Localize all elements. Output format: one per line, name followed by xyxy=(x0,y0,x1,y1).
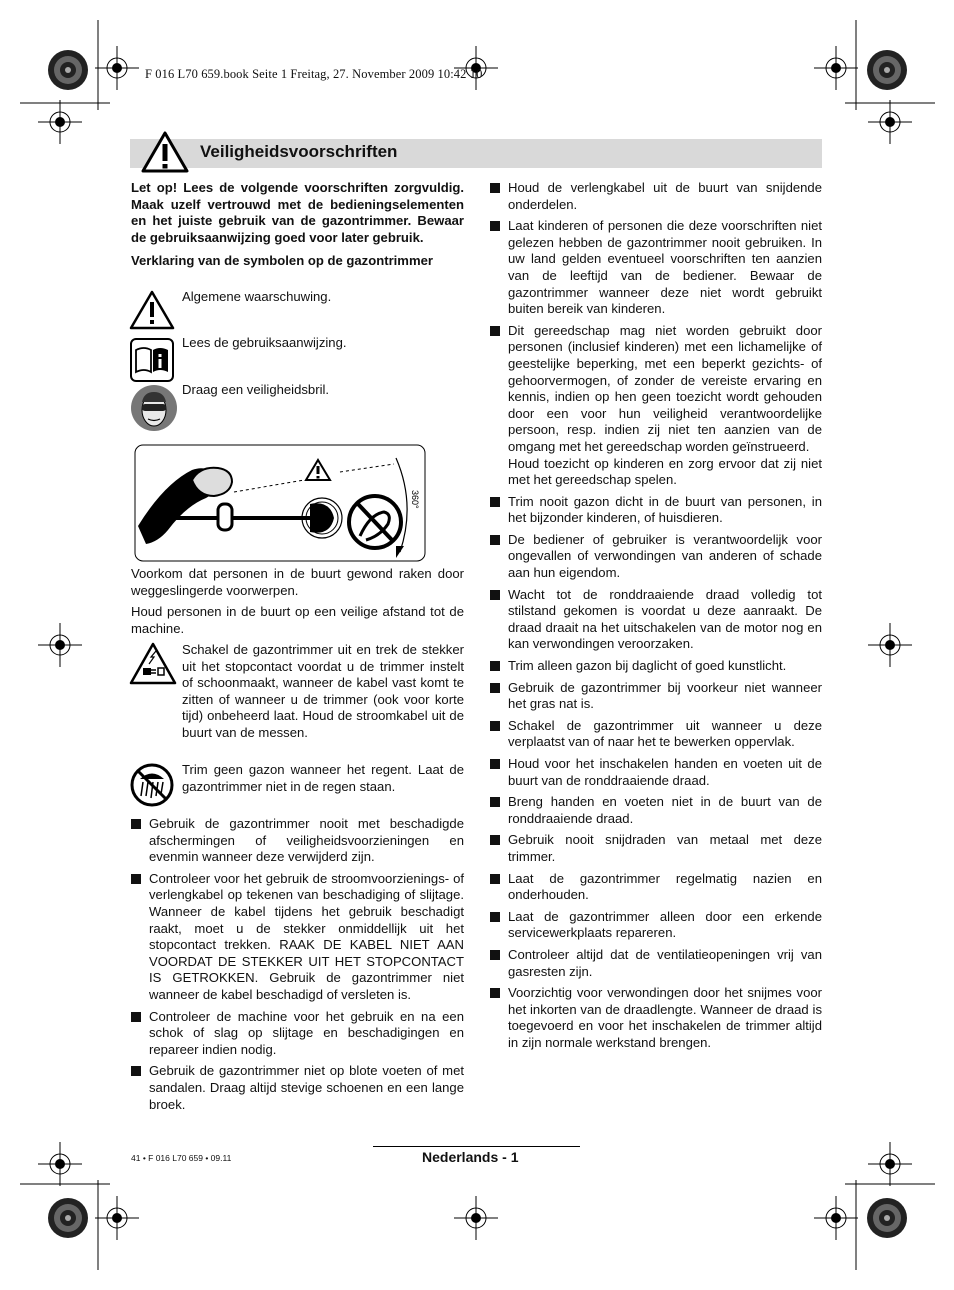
list-item: Laat de gazontrimmer alleen door een erkende servicewerkplaats repareren. xyxy=(490,909,822,942)
footer-code: 41 • F 016 L70 659 • 09.11 xyxy=(131,1153,232,1163)
footer-divider xyxy=(373,1146,580,1147)
safety-goggles-icon xyxy=(130,384,178,432)
left-bullet-list xyxy=(131,816,464,1113)
safety-goggles-text: Draag een veiligheidsbril. xyxy=(182,382,330,397)
bullet-square-icon xyxy=(490,661,500,671)
list-item: De bediener of gebruiker is verantwoordelijk voor ongevallen of verwondingen van anderen of schade aan hun eigendom. xyxy=(490,532,822,582)
unplug-warning-text: Schakel de gazontrimmer uit en trek de stekker uit het stopcontact voordat u de trimmer instelt of schoonmaakt, wanneer de kabel vast komt te zitten of wanneer u de trimmer (ook voor korte tijd) onbeheerd laat. Houd de stroomkabel uit de buurt van de messen. xyxy=(182,642,464,740)
paragraph-thrown-objects: Voorkom dat personen in de buurt gewond raken door weggeslingerde voorwerpen. xyxy=(131,566,464,598)
page-number: Nederlands - 1 xyxy=(422,1149,519,1165)
bullet-square-icon xyxy=(490,835,500,845)
no-rain-icon xyxy=(129,762,175,808)
page-title: Veiligheidsvoorschriften xyxy=(200,142,398,161)
bullet-square-icon xyxy=(490,874,500,884)
list-item: Controleer altijd dat de ventilatieopeningen vrij van gasresten zijn. xyxy=(490,947,822,980)
list-item: Wacht tot de ronddraaiende draad volledig tot stilstand gekomen is voordat u deze aanraakt. De draad draait na het uitschakelen van de motor nog en kan verwondingen veroorzaken. xyxy=(490,587,822,653)
general-warning-text: Algemene waarschuwing. xyxy=(182,289,332,304)
bullet-square-icon xyxy=(490,590,500,600)
bullet-square-icon xyxy=(131,1012,141,1022)
no-rain-text: Trim geen gazon wanneer het regent. Laat de gazontrimmer niet in de regen staan. xyxy=(182,762,464,794)
bullet-square-icon xyxy=(490,759,500,769)
list-item: Breng handen en voeten niet in de buurt van de ronddraaiende draad. xyxy=(490,794,822,827)
print-header-line: F 016 L70 659.book Seite 1 Freitag, 27. November 2009 10:42 10 xyxy=(145,67,483,81)
general-warning-icon xyxy=(129,290,175,330)
unplug-warning-icon xyxy=(129,642,177,686)
list-item: Houd voor het inschakelen handen en voeten uit de buurt van de ronddraaiende draad. xyxy=(490,756,822,789)
paragraph-safe-distance: Houd personen in de buurt op een veilige afstand tot de machine. xyxy=(131,604,464,636)
bullet-square-icon xyxy=(490,988,500,998)
trimmer-operating-diagram xyxy=(134,444,426,562)
list-item: Dit gereedschap mag niet worden gebruikt door personen (inclusief kinderen) met een lichamelijke of geestelijke beperking, met een beperkt gezichts- of gehoorvermogen, of zonder de vereiste ervaring en kennis, indien op hen geen toezicht wordt gehouden door een voor hun veiligheid verantwoordelijke persoon, resp. indien zij niet ten aanzien van de omgang met het gereedschap worden geïnstrueerd. Houd toezicht op kinderen en zorg ervoor dat zij niet met het gereedschap spelen. xyxy=(490,323,822,489)
bullet-square-icon xyxy=(490,721,500,731)
list-item: Houd de verlengkabel uit de buurt van snijdende onderdelen. xyxy=(490,180,822,213)
bullet-square-icon xyxy=(490,912,500,922)
list-item: Gebruik nooit snijdraden van metaal met deze trimmer. xyxy=(490,832,822,865)
symbols-heading: Verklaring van de symbolen op de gazontrimmer xyxy=(131,253,433,269)
rotation-angle-label: 360° xyxy=(410,490,420,509)
list-item: Voorzichtig voor verwondingen door het snijmes voor het inkorten van de draadlengte. Wanneer de draad is toegevoerd en voor het inschakelen de trimmer altijd in zijn normale werkstand brengen. xyxy=(490,985,822,1051)
list-item: Gebruik de gazontrimmer niet op blote voeten of met sandalen. Draag altijd stevige schoenen en een lange broek. xyxy=(131,1063,464,1113)
list-item: Controleer voor het gebruik de stroomvoorzienings- of verlengkabel op tekenen van beschadiging of slijtage. Wanneer de kabel tijdens het gebruik beschadigt raakt, moet u de stekker onmiddellijk uit het stopcontact trekken. RAAK DE KABEL NIET AAN VOORDAT DE STEKKER UIT HET STOPCONTACT IS GETROKKEN. Gebruik de gazontrimmer niet wanneer de kabel beschadigd of versleten is. xyxy=(131,871,464,1004)
list-item: Trim nooit gazon dicht in de buurt van personen, in het bijzonder kinderen, of huisdieren. xyxy=(490,494,822,527)
list-item: Gebruik de gazontrimmer bij voorkeur niet wanneer het gras nat is. xyxy=(490,680,822,713)
list-item: Controleer de machine voor het gebruik en na een schok of slag op slijtage en beschadigingen en repareer indien nodig. xyxy=(131,1009,464,1059)
bullet-square-icon xyxy=(131,819,141,829)
list-item: Laat de gazontrimmer regelmatig nazien en onderhouden. xyxy=(490,871,822,904)
bullet-square-icon xyxy=(490,683,500,693)
bullet-square-icon xyxy=(131,1066,141,1076)
children-supervision-text: Houd toezicht op kinderen en zorg ervoor dat zij niet met het gereedschap spelen. xyxy=(508,455,822,488)
right-bullet-list xyxy=(490,180,822,1052)
read-manual-text: Lees de gebruiksaanwijzing. xyxy=(182,335,347,350)
bullet-square-icon xyxy=(490,221,500,231)
list-item: Laat kinderen of personen die deze voorschriften niet gelezen hebben de gazontrimmer nooit gebruiken. In uw land gelden eventueel voorschriften ten aanzien van de leeftijd van de bediener. Bewaar de gazontrimmer wanneer deze niet wordt gebruikt buiten bereik van kinderen. xyxy=(490,218,822,318)
list-item: Gebruik de gazontrimmer nooit met beschadigde afschermingen of veiligheidsvoorzieningen en evenmin wanneer deze verwijderd zijn. xyxy=(131,816,464,866)
bullet-square-icon xyxy=(490,326,500,336)
list-item: Schakel de gazontrimmer uit wanneer u deze verplaatst van of naar het te bewerken oppervlak. xyxy=(490,718,822,751)
list-item: Trim alleen gazon bij daglicht of goed kunstlicht. xyxy=(490,658,822,675)
bullet-square-icon xyxy=(131,874,141,884)
warning-triangle-icon xyxy=(140,130,190,174)
bullet-square-icon xyxy=(490,497,500,507)
intro-text: Let op! Lees de volgende voorschriften zorgvuldig. Maak uzelf vertrouwd met de bedieningselementen en het juiste gebruik van de gazontrimmer. Bewaar de gebruiksaanwijzing goed voor later gebruik. xyxy=(131,180,464,245)
bullet-square-icon xyxy=(490,797,500,807)
bullet-square-icon xyxy=(490,183,500,193)
read-manual-icon xyxy=(130,338,174,382)
bullet-square-icon xyxy=(490,535,500,545)
bullet-square-icon xyxy=(490,950,500,960)
